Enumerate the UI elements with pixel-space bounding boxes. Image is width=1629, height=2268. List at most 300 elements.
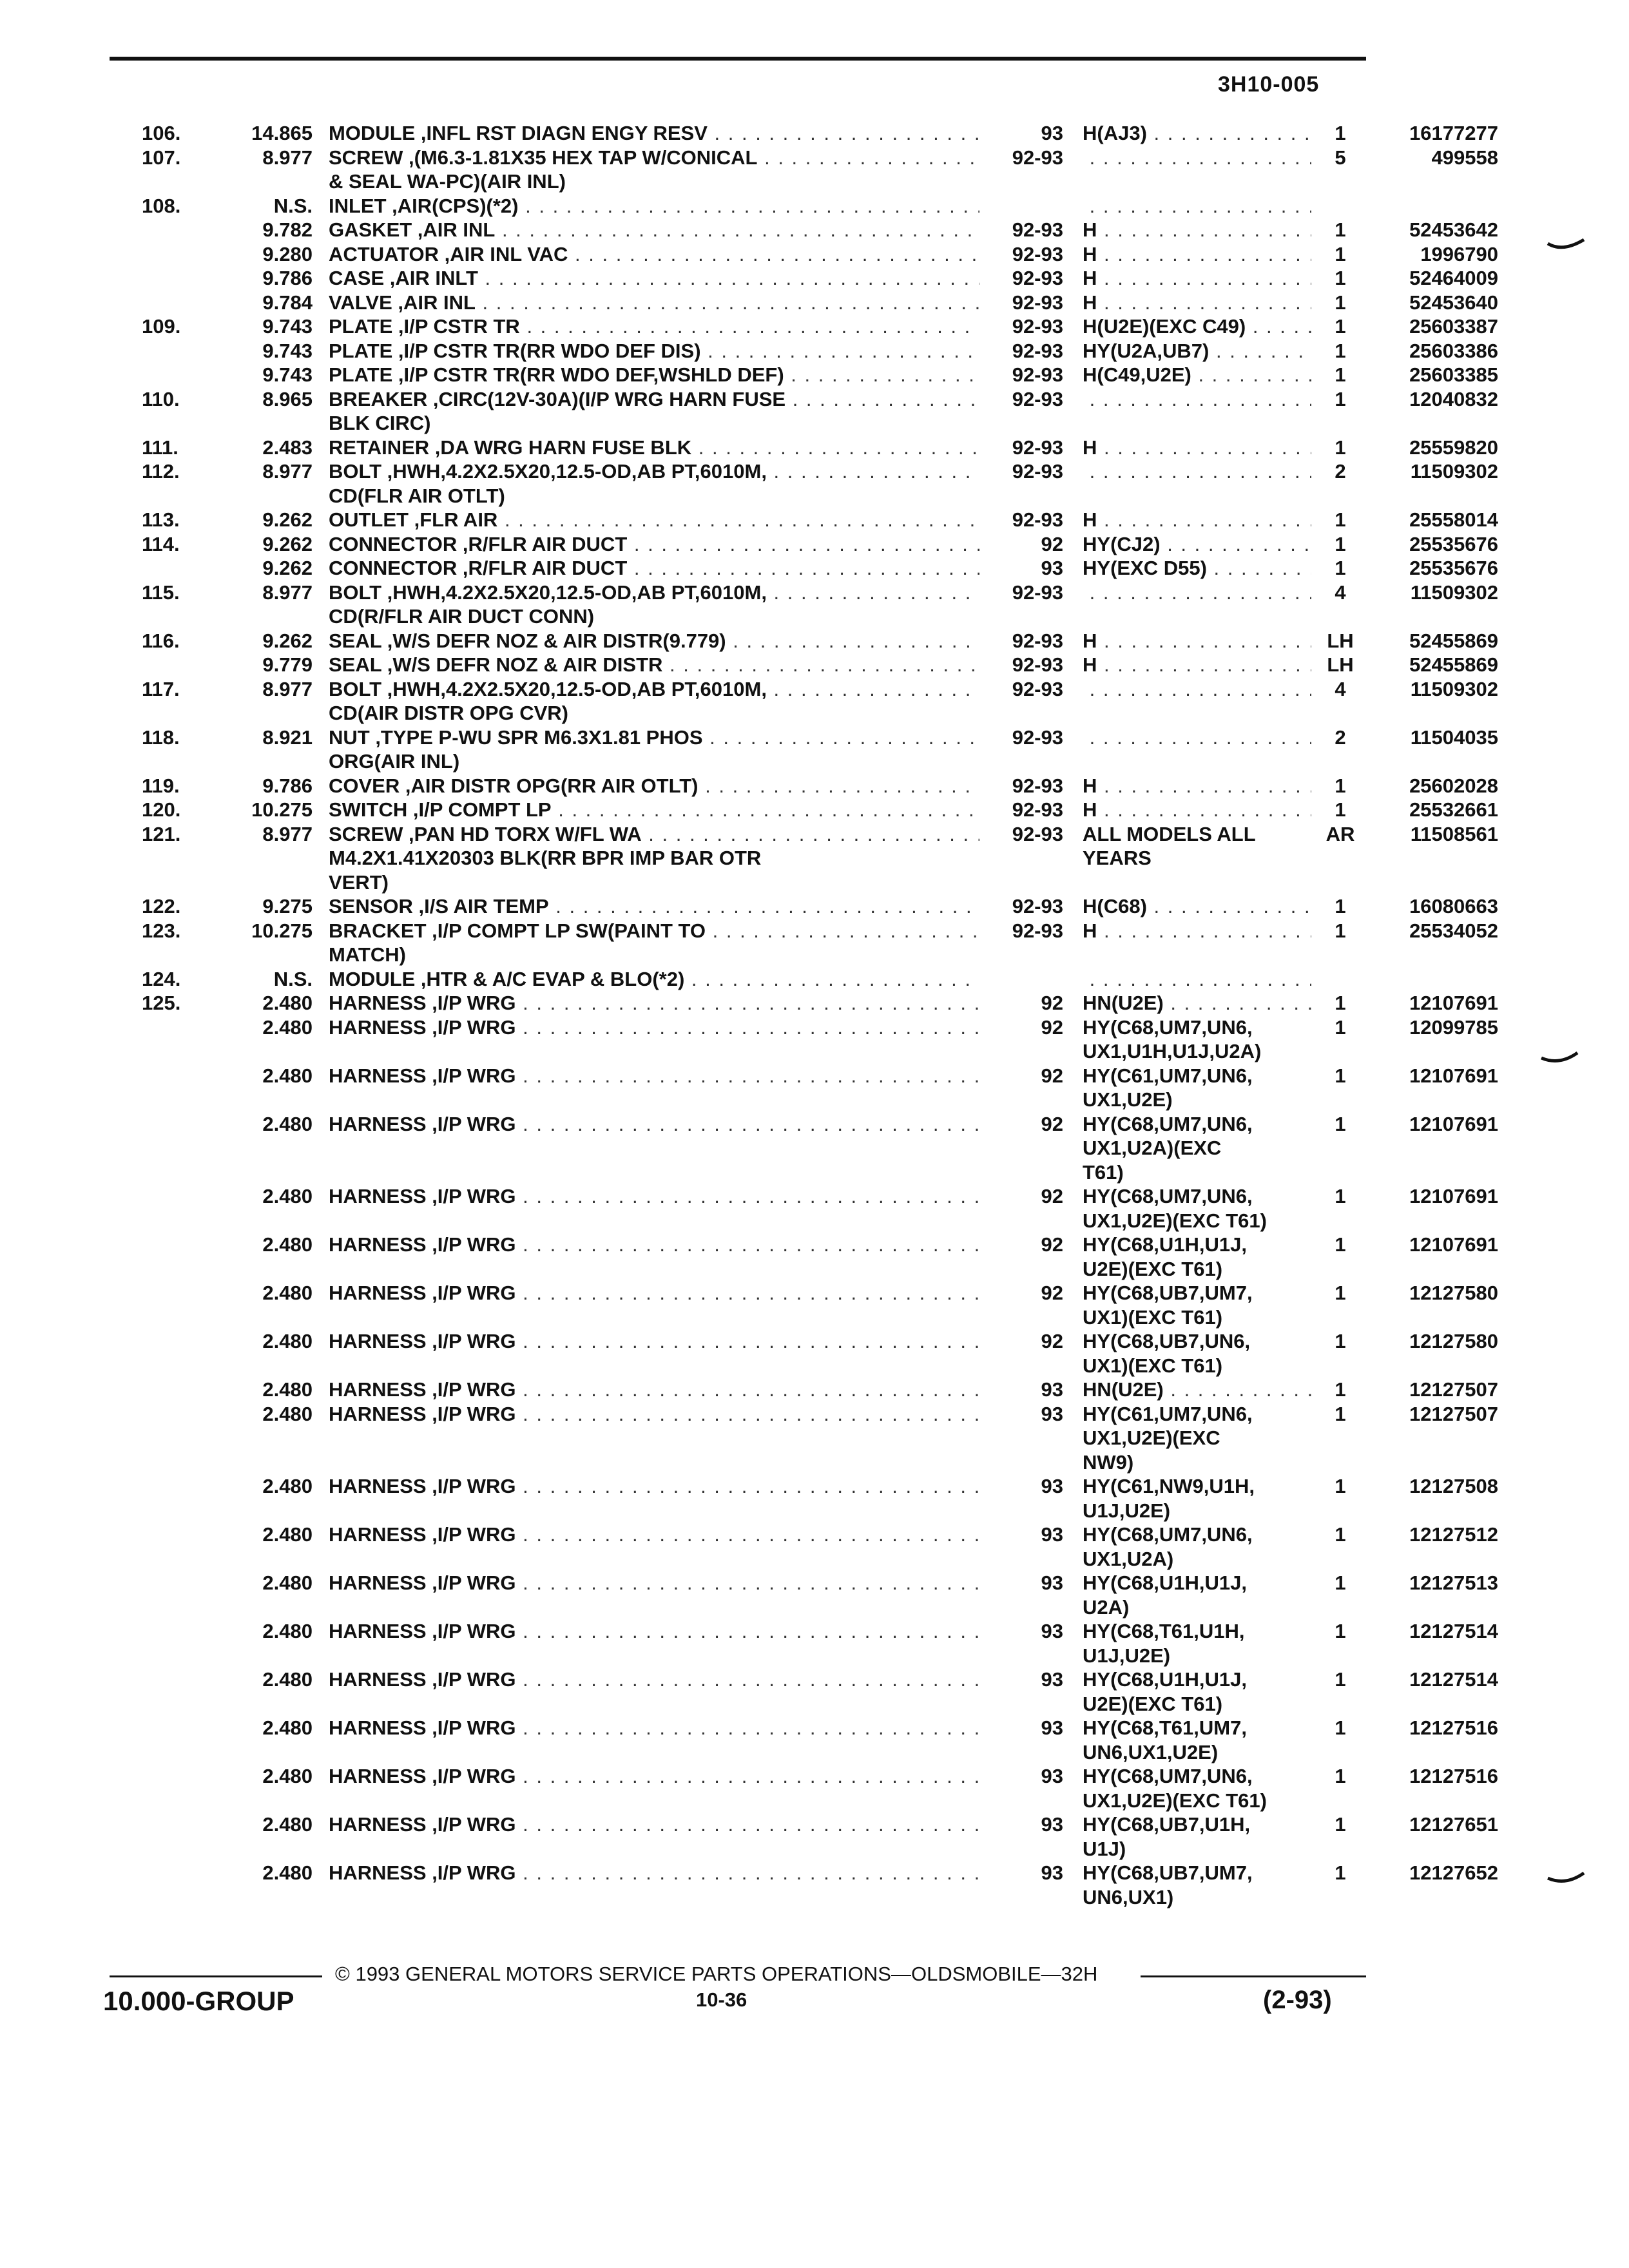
model-year: 92-93: [1012, 508, 1063, 531]
usage-line: [1083, 726, 1311, 750]
group-number: 10.275: [251, 798, 313, 821]
usage-line: H(U2E)(EXC C49) . . .: [1083, 314, 1311, 339]
table-row: [129, 1184, 1498, 1233]
part-description: [329, 1281, 986, 1305]
quantity: 2: [1335, 726, 1346, 749]
group-number: 2.480: [262, 992, 313, 1014]
part-number: 11508561: [1410, 822, 1498, 845]
model-year: 92-93: [1012, 653, 1063, 676]
table-row: [129, 291, 1498, 315]
part-description: [329, 339, 986, 363]
usage-line: H(C49,U2E) . . .: [1083, 363, 1311, 387]
group-number: 2.480: [262, 1668, 313, 1691]
usage-line: HY(C68,UB7,UM7,: [1083, 1282, 1253, 1304]
usage-code: [1083, 1764, 1315, 1812]
table-row: [129, 242, 1498, 267]
part-number: 12127651: [1409, 1813, 1498, 1836]
usage-line: HY(C68,U1H,U1J,: [1083, 1571, 1247, 1594]
group-number: 2.480: [262, 1185, 313, 1207]
usage-code: [1083, 1474, 1315, 1523]
usage-code: [1083, 1378, 1315, 1402]
model-year: 92: [1041, 532, 1063, 555]
group-number: 2.480: [262, 1861, 313, 1884]
group-number: 2.480: [262, 1282, 313, 1304]
model-year: 93: [1041, 1523, 1063, 1546]
usage-line: H . . .: [1083, 653, 1311, 677]
quantity: 4: [1335, 581, 1346, 604]
table-row: [129, 1667, 1498, 1716]
table-row: [129, 556, 1498, 581]
model-year: 93: [1041, 1861, 1063, 1884]
part-number: 12127514: [1409, 1620, 1498, 1642]
usage-line: ALL MODELS ALL: [1083, 822, 1256, 845]
group-number: N.S.: [273, 194, 313, 217]
usage-line: H(AJ3) . . .: [1083, 121, 1311, 146]
usage-line: UX1,U2E)(EXC: [1083, 1427, 1220, 1449]
table-row: [129, 1716, 1498, 1764]
model-year: 93: [1041, 1571, 1063, 1594]
item-number: 109.: [142, 315, 181, 338]
model-year: 92-93: [1012, 460, 1063, 483]
usage-code: [1083, 1233, 1315, 1281]
usage-code: [1083, 629, 1315, 653]
description-line: COVER ,AIR DISTR OPG(RR AIR OTLT) . . .: [329, 774, 979, 798]
usage-code: [1083, 677, 1315, 702]
description-line: HARNESS ,I/P WRG . . .: [329, 1329, 979, 1354]
quantity: 1: [1335, 122, 1346, 144]
usage-line: [1083, 459, 1311, 484]
part-description: [329, 1015, 986, 1040]
item-number: 114.: [142, 532, 180, 555]
description-line: CD(R/FLR AIR DUCT CONN): [329, 605, 595, 628]
table-row: [129, 1402, 1498, 1475]
item-number: 124.: [142, 967, 181, 990]
usage-line: U2E)(EXC T61): [1083, 1257, 1223, 1280]
table-row: [129, 1064, 1498, 1112]
usage-line: H . . .: [1083, 291, 1311, 315]
usage-line: HY(C68,T61,U1H,: [1083, 1620, 1245, 1642]
item-number: 106.: [142, 122, 181, 144]
model-year: 92-93: [1012, 919, 1063, 942]
group-number: 2.480: [262, 1523, 313, 1546]
usage-line: H . . .: [1083, 242, 1311, 267]
table-row: [129, 1812, 1498, 1861]
group-number: 2.480: [262, 1402, 313, 1425]
description-line: ORG(AIR INL): [329, 750, 460, 773]
part-number: 52464009: [1409, 267, 1498, 289]
usage-line: [1083, 677, 1311, 702]
quantity: 1: [1335, 218, 1346, 241]
usage-code: [1083, 1523, 1315, 1571]
part-number: 11504035: [1410, 726, 1498, 749]
quantity: 1: [1335, 774, 1346, 797]
group-number: 2.480: [262, 1475, 313, 1497]
quantity: LH: [1327, 629, 1354, 652]
usage-code: [1083, 266, 1315, 291]
part-number: 52453642: [1409, 218, 1498, 241]
group-number: 9.743: [262, 363, 313, 386]
part-description: [329, 1523, 986, 1547]
part-description: [329, 556, 986, 581]
part-description: [329, 629, 986, 653]
table-row: [129, 1474, 1498, 1523]
usage-line: UX1)(EXC T61): [1083, 1305, 1223, 1329]
model-year: 92: [1041, 1330, 1063, 1352]
usage-line: HY(CJ2) . . .: [1083, 532, 1311, 557]
quantity: 1: [1335, 1716, 1346, 1739]
usage-line: HN(U2E) . . .: [1083, 1378, 1311, 1402]
quantity: AR: [1325, 822, 1355, 845]
part-number: 52453640: [1409, 291, 1498, 314]
part-description: [329, 1233, 986, 1257]
usage-code: [1083, 532, 1315, 557]
part-description: [329, 532, 986, 557]
model-year: 92: [1041, 992, 1063, 1014]
part-number: 25559820: [1409, 436, 1498, 459]
quantity: 1: [1335, 1523, 1346, 1546]
part-number: 12040832: [1409, 387, 1498, 410]
table-row: [129, 653, 1498, 677]
part-number: 12127580: [1409, 1282, 1498, 1304]
part-number: 25558014: [1409, 508, 1498, 531]
description-line: HARNESS ,I/P WRG . . .: [329, 1402, 979, 1427]
usage-line: HY(C68,UB7,U1H,: [1083, 1813, 1251, 1836]
model-year: 93: [1041, 122, 1063, 144]
usage-line: UX1,U1H,U1J,U2A): [1083, 1040, 1262, 1062]
usage-code: [1083, 581, 1315, 605]
group-number: 2.480: [262, 1015, 313, 1039]
part-number: 25534052: [1409, 919, 1498, 942]
footer-page-number: 10-36: [696, 1988, 747, 2011]
part-description: [329, 314, 986, 339]
description-line: PLATE ,I/P CSTR TR(RR WDO DEF DIS) . . .: [329, 339, 979, 363]
usage-line: U1J): [1083, 1837, 1126, 1860]
description-line: BOLT ,HWH,4.2X2.5X20,12.5-OD,AB PT,6010M, . . .: [329, 581, 979, 605]
item-number: 119.: [142, 774, 180, 797]
part-number: 12107691: [1409, 1185, 1498, 1207]
part-number: 12107691: [1409, 992, 1498, 1014]
item-number: 116.: [142, 629, 180, 652]
part-description: [329, 991, 986, 1015]
binder-mark-icon: [1547, 238, 1585, 254]
item-number: 118.: [142, 726, 180, 749]
description-line: MODULE ,INFL RST DIAGN ENGY RESV . . .: [329, 121, 979, 146]
description-line: HARNESS ,I/P WRG . . .: [329, 1378, 979, 1402]
usage-line: NW9): [1083, 1450, 1134, 1474]
part-description: [329, 1474, 986, 1499]
usage-code: [1083, 1064, 1315, 1112]
usage-code: [1083, 1112, 1315, 1185]
description-line: HARNESS ,I/P WRG . . .: [329, 1812, 979, 1837]
model-year: 93: [1041, 557, 1063, 579]
group-number: 8.977: [262, 822, 313, 845]
description-line: M4.2X1.41X20303 BLK(RR BPR IMP BAR OTR: [329, 847, 762, 869]
usage-code: [1083, 436, 1315, 460]
quantity: 1: [1335, 532, 1346, 555]
description-line: SEAL ,W/S DEFR NOZ & AIR DISTR(9.779) . . .: [329, 629, 979, 653]
usage-code: [1083, 774, 1315, 798]
usage-line: YEARS: [1083, 847, 1152, 869]
table-row: [129, 1378, 1498, 1402]
item-number: 123.: [142, 919, 181, 942]
usage-line: H . . .: [1083, 774, 1311, 798]
part-description: [329, 919, 986, 967]
part-number: 25603385: [1409, 363, 1498, 386]
usage-line: UX1,U2A)(EXC: [1083, 1137, 1222, 1159]
usage-line: UX1,U2E)(EXC T61): [1083, 1789, 1267, 1812]
model-year: 92: [1041, 1015, 1063, 1039]
part-description: [329, 798, 986, 822]
model-year: 92-93: [1012, 146, 1063, 169]
item-number: 108.: [142, 194, 181, 217]
description-line: HARNESS ,I/P WRG . . .: [329, 1474, 979, 1499]
table-row: [129, 1861, 1498, 1909]
group-number: 8.921: [262, 726, 313, 749]
item-number: 107.: [142, 146, 181, 169]
model-year: 92-93: [1012, 242, 1063, 265]
part-number: 11509302: [1410, 677, 1498, 700]
part-number: 25602028: [1409, 774, 1498, 797]
usage-code: [1083, 1861, 1315, 1909]
footer-rule-left: [110, 1975, 322, 1977]
group-number: 9.743: [262, 339, 313, 362]
footer-date: (2-93): [1263, 1986, 1332, 2014]
part-number: 12127508: [1409, 1475, 1498, 1497]
table-row: [129, 677, 1498, 726]
model-year: 93: [1041, 1402, 1063, 1425]
group-number: 9.786: [262, 267, 313, 289]
usage-code: [1083, 1281, 1315, 1329]
table-row: [129, 1619, 1498, 1667]
part-number: 12127580: [1409, 1330, 1498, 1352]
part-number: 12107691: [1409, 1112, 1498, 1135]
group-number: 9.779: [262, 653, 313, 676]
part-description: [329, 508, 986, 532]
usage-line: HY(C68,UM7,UN6,: [1083, 1765, 1253, 1787]
description-line: HARNESS ,I/P WRG . . .: [329, 1112, 979, 1137]
group-number: 8.977: [262, 460, 313, 483]
table-row: [129, 798, 1498, 822]
usage-code: [1083, 314, 1315, 339]
table-row: [129, 121, 1498, 146]
usage-code: [1083, 218, 1315, 242]
part-description: [329, 581, 986, 629]
usage-line: H . . .: [1083, 218, 1311, 242]
usage-code: [1083, 894, 1315, 919]
table-row: [129, 459, 1498, 508]
group-number: N.S.: [273, 967, 313, 990]
binder-mark-icon: [1540, 1052, 1579, 1067]
part-number: 25535676: [1409, 532, 1498, 555]
model-year: 92-93: [1012, 677, 1063, 700]
group-number: 9.280: [262, 242, 313, 265]
table-row: [129, 1571, 1498, 1619]
table-row: [129, 266, 1498, 291]
part-description: [329, 967, 986, 992]
quantity: 1: [1335, 1064, 1346, 1087]
usage-line: H . . .: [1083, 629, 1311, 653]
description-line: RETAINER ,DA WRG HARN FUSE BLK . . .: [329, 436, 979, 460]
group-number: 9.262: [262, 629, 313, 652]
table-row: [129, 1233, 1498, 1281]
quantity: 1: [1335, 1112, 1346, 1135]
usage-code: [1083, 1619, 1315, 1667]
part-description: [329, 1378, 986, 1402]
description-line: HARNESS ,I/P WRG . . .: [329, 1571, 979, 1595]
usage-code: [1083, 653, 1315, 677]
description-line: INLET ,AIR(CPS)(*2) . . .: [329, 194, 979, 218]
description-line: NUT ,TYPE P-WU SPR M6.3X1.81 PHOS . . .: [329, 726, 979, 750]
usage-line: HY(C68,UB7,UM7,: [1083, 1861, 1253, 1884]
part-number: 25603387: [1409, 315, 1498, 338]
table-row: [129, 508, 1498, 532]
description-line: CONNECTOR ,R/FLR AIR DUCT . . .: [329, 532, 979, 557]
description-line: PLATE ,I/P CSTR TR(RR WDO DEF,WSHLD DEF) . . .: [329, 363, 979, 387]
part-description: [329, 121, 986, 146]
usage-line: HY(C68,U1H,U1J,: [1083, 1668, 1247, 1691]
quantity: 1: [1335, 919, 1346, 942]
part-number: 12127516: [1409, 1716, 1498, 1739]
usage-line: HY(C68,UM7,UN6,: [1083, 1015, 1253, 1039]
part-description: [329, 1764, 986, 1789]
usage-line: HY(C68,T61,UM7,: [1083, 1716, 1247, 1739]
item-number: 112.: [142, 460, 180, 483]
part-description: [329, 1329, 986, 1354]
quantity: 1: [1335, 992, 1346, 1014]
model-year: 93: [1041, 1813, 1063, 1836]
item-number: 125.: [142, 992, 181, 1014]
part-description: [329, 1112, 986, 1137]
quantity: 1: [1335, 315, 1346, 338]
part-number: 12127652: [1409, 1861, 1498, 1884]
description-line: MODULE ,HTR & A/C EVAP & BLO(*2) . . .: [329, 967, 979, 992]
quantity: 1: [1335, 557, 1346, 579]
group-number: 2.480: [262, 1378, 313, 1401]
usage-line: [1083, 581, 1311, 605]
usage-line: T61): [1083, 1160, 1124, 1184]
usage-code: [1083, 556, 1315, 581]
description-line: BOLT ,HWH,4.2X2.5X20,12.5-OD,AB PT,6010M, . . .: [329, 459, 979, 484]
usage-code: [1083, 991, 1315, 1015]
usage-line: U1J,U2E): [1083, 1644, 1171, 1667]
quantity: 1: [1335, 1765, 1346, 1787]
group-number: 9.275: [262, 895, 313, 918]
description-line: GASKET ,AIR INL . . .: [329, 218, 979, 242]
quantity: 1: [1335, 1571, 1346, 1594]
usage-code: [1083, 919, 1315, 943]
usage-code: [1083, 1667, 1315, 1716]
usage-code: [1083, 242, 1315, 267]
table-row: [129, 629, 1498, 653]
usage-line: [1083, 146, 1311, 170]
usage-code: [1083, 291, 1315, 315]
model-year: 92-93: [1012, 218, 1063, 241]
usage-line: HY(C61,UM7,UN6,: [1083, 1064, 1253, 1087]
usage-code: [1083, 194, 1315, 218]
quantity: 1: [1335, 1861, 1346, 1884]
model-year: 92-93: [1012, 363, 1063, 386]
usage-code: [1083, 1329, 1315, 1378]
description-line: MATCH): [329, 943, 406, 966]
model-year: 93: [1041, 1475, 1063, 1497]
part-number: 499558: [1431, 146, 1498, 169]
part-number: 11509302: [1410, 460, 1498, 483]
quantity: 1: [1335, 436, 1346, 459]
usage-line: H . . .: [1083, 436, 1311, 460]
item-number: 121.: [142, 822, 181, 845]
part-number: 25535676: [1409, 557, 1498, 579]
quantity: 1: [1335, 1620, 1346, 1642]
group-number: 2.480: [262, 1112, 313, 1135]
quantity: 1: [1335, 1185, 1346, 1207]
part-description: [329, 1619, 986, 1644]
description-line: CD(AIR DISTR OPG CVR): [329, 702, 568, 724]
quantity: 1: [1335, 387, 1346, 410]
usage-code: [1083, 726, 1315, 750]
usage-line: HY(EXC D55) . . .: [1083, 556, 1311, 581]
description-line: SEAL ,W/S DEFR NOZ & AIR DISTR . . .: [329, 653, 979, 677]
quantity: 1: [1335, 1015, 1346, 1039]
model-year: 92: [1041, 1112, 1063, 1135]
usage-line: H . . .: [1083, 266, 1311, 291]
parts-table: [129, 121, 1498, 1909]
quantity: 1: [1335, 1233, 1346, 1256]
quantity: 1: [1335, 267, 1346, 289]
group-number: 2.480: [262, 1620, 313, 1642]
usage-line: UX1,U2E): [1083, 1088, 1173, 1111]
part-number: 16080663: [1409, 895, 1498, 918]
group-number: 8.977: [262, 677, 313, 700]
part-description: [329, 266, 986, 291]
quantity: 1: [1335, 242, 1346, 265]
description-line: HARNESS ,I/P WRG . . .: [329, 991, 979, 1015]
part-description: [329, 387, 986, 436]
description-line: ACTUATOR ,AIR INL VAC . . .: [329, 242, 979, 267]
table-row: [129, 726, 1498, 774]
part-number: 12127512: [1409, 1523, 1498, 1546]
usage-line: HY(C68,U1H,U1J,: [1083, 1233, 1247, 1256]
model-year: 92: [1041, 1282, 1063, 1304]
usage-code: [1083, 1184, 1315, 1233]
part-description: [329, 894, 986, 919]
group-number: 2.480: [262, 1330, 313, 1352]
quantity: 1: [1335, 508, 1346, 531]
model-year: 92-93: [1012, 822, 1063, 845]
usage-line: U2E)(EXC T61): [1083, 1692, 1223, 1715]
usage-line: UX1,U2A): [1083, 1547, 1174, 1570]
usage-code: [1083, 1716, 1315, 1764]
table-row: [129, 218, 1498, 242]
part-description: [329, 291, 986, 315]
part-number: 52455869: [1409, 629, 1498, 652]
description-line: HARNESS ,I/P WRG . . .: [329, 1281, 979, 1305]
group-number: 2.480: [262, 1571, 313, 1594]
description-line: & SEAL WA-PC)(AIR INL): [329, 170, 566, 193]
usage-line: HY(C68,UM7,UN6,: [1083, 1523, 1253, 1546]
item-number: 120.: [142, 798, 181, 821]
description-line: HARNESS ,I/P WRG . . .: [329, 1716, 979, 1740]
page-code: 3H10-005: [1218, 72, 1320, 97]
table-row: [129, 314, 1498, 339]
group-number: 2.480: [262, 1233, 313, 1256]
part-description: [329, 726, 986, 774]
usage-line: UN6,UX1,U2E): [1083, 1740, 1219, 1763]
usage-line: H . . .: [1083, 798, 1311, 822]
part-number: 12127513: [1409, 1571, 1498, 1594]
table-row: [129, 581, 1498, 629]
part-description: [329, 146, 986, 194]
description-line: HARNESS ,I/P WRG . . .: [329, 1764, 979, 1789]
